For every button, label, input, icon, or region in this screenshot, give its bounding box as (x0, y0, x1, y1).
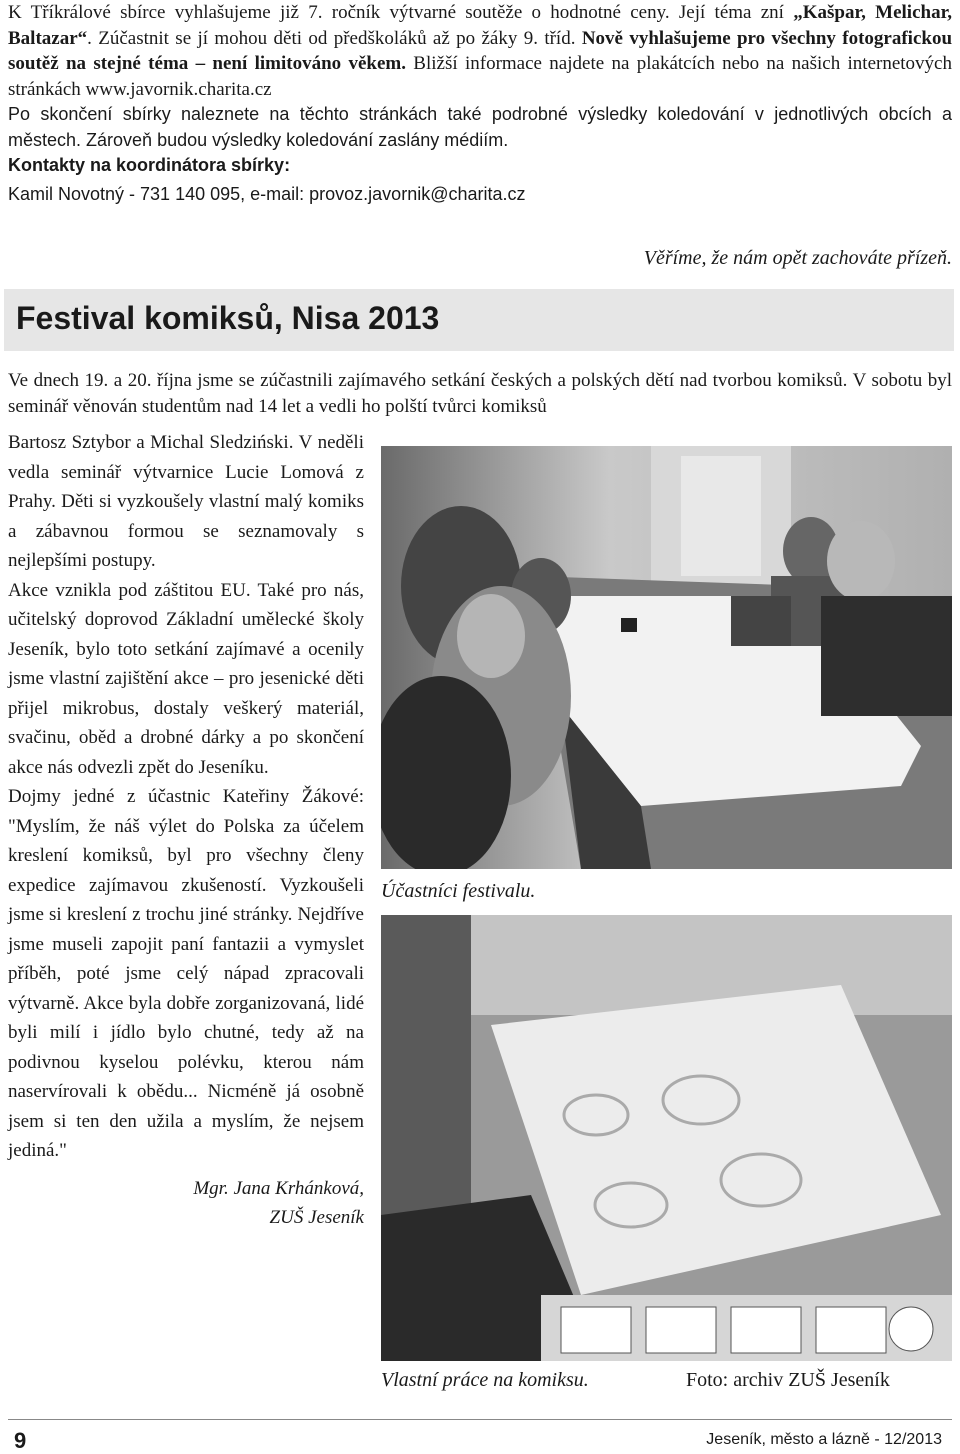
article-paragraph: Bartosz Sztybor a Michal Sledziński. V neděli vedla seminář výtvarnice Lucie Lomová z Prahy. Děti si vyzkoušely vlastní malý komiks a zábavnou formou se seznamovaly s nejlepšími postupy. (8, 432, 364, 571)
article-intro: Ve dnech 19. a 20. října jsme se zúčastnili zajímavého setkání českých a polských dětí nad tvorbou komiksů. V sobotu byl seminář věnován studentům nad 14 let a vedli ho polští tvůrci komiksů (8, 370, 952, 417)
charity-announcement (8, 0, 952, 207)
results-paragraph: Po skončení sbírky naleznete na těchto stránkách také podrobné výsledky koledování v jednotlivých obcích a městech. Zároveň budou výsledky koledování zaslány médiím. (8, 104, 952, 150)
competition-theme: „Kašpar, Melichar, Baltazar“ (8, 2, 953, 49)
page-number: 9 (14, 1428, 27, 1453)
announcement-paragraph: K Tříkrálové sbírce vyhlašujeme již 7. ročník výtvarné soutěže o hodnotné ceny. Její téma zní „Kašpar, Melichar, Baltazar“. Zúčastnit se jí mohou děti od předškoláků až po žáky 9. tříd. Nově vyhlašujeme pro všechny fotografickou soutěž na stejné téma – není limitováno věkem. Bližší informace najdete na plakátcích nebo na našich internetových stránkách www.javornik.charita.cz (8, 2, 953, 100)
article-column (8, 428, 364, 1232)
announcement-signoff: Věříme, že nám opět zachováte přízeň. (643, 247, 952, 269)
article-title: Festival komiksů, Nisa 2013 (16, 300, 440, 336)
article-paragraph: Akce vznikla pod záštitou EU. Také pro nás, učitelský doprovod Základní umělecké školy Jeseník, bylo toto setkání zajímavé a ocenily jsme vlastní zajištění akce – pro jesenické děti přijel mikrobus, dostaly veškerý materiál, svačinu, oběd a drobné dárky a po skončení akce nás odvezli zpět do Jeseníku. (8, 579, 364, 778)
article-author: Mgr. Jana Krhánková, ZUŠ Jeseník (193, 1177, 364, 1228)
footer-divider (8, 1419, 952, 1420)
contact-line: Kamil Novotný - 731 140 095, e-mail: provoz.javornik@charita.cz (8, 183, 526, 204)
photo-caption-participants: Účastníci festivalu. (381, 880, 536, 902)
article-paragraph: Dojmy jedné z účastnic Kateřiny Žákové: "Myslím, že náš výlet do Polska za účelem kreslení komiksů, byl pro všechny členy expedice zajímavou zkušeností. Vyzkoušeli jsme si kreslení z trochu jiné stránky. Nejdříve jsme museli zapojit paní fantazii a vymyslet příběh, poté jsme celý nápad zpracovali výtvarně. Akce byla dobře zorganizovaná, lidé byli milí i jídlo bylo chutné, tedy až na podivnou kyselou polévku, kterou nám naservírovali k obědu... Nicméně já osobně jsem si ten den užila a myslím, že nejsem jediná." (8, 786, 364, 1161)
comic-work-photo (381, 915, 952, 1361)
contact-heading: Kontakty na koordinátora sbírky: (8, 155, 291, 175)
publication-footer: Jeseník, město a lázně - 12/2013 (706, 1431, 942, 1448)
photo-competition: Nově vyhlašujeme pro všechny fotografickou soutěž na stejné téma – není limitováno věkem. (8, 27, 953, 74)
participants-photo (381, 446, 952, 869)
photo-credit: Foto: archiv ZUŠ Jeseník (686, 1369, 890, 1391)
photo-caption-comic: Vlastní práce na komiksu. (381, 1369, 589, 1391)
